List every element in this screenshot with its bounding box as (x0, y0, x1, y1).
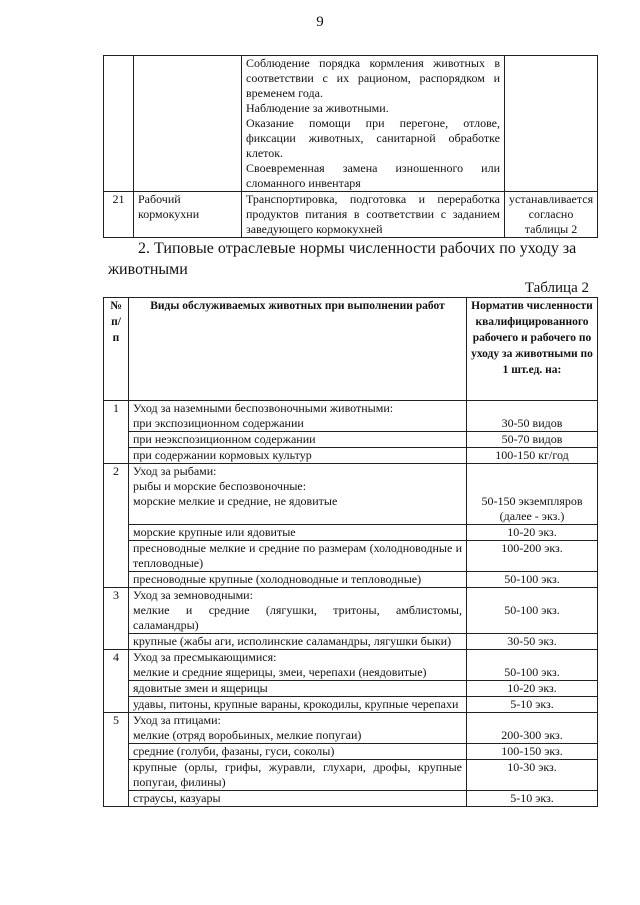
cell-position: Рабочий кормокухни (134, 192, 242, 238)
row-value: 10-20 экз. (467, 681, 598, 697)
row-value: 200-300 экз. (467, 713, 598, 744)
duty-line: Соблюдение порядка кормления животных в соответствии с их рационом, распорядком и временем года. (246, 56, 500, 100)
row-value: 50-70 видов (467, 432, 598, 448)
row-label: мелкие и средние (лягушки, тритоны, амблистомы, саламандры) (133, 603, 462, 632)
header-norm: Норматив численности квалифицированного рабочего и рабочего по уходу за животными по 1 шт.ед. на: (467, 298, 598, 401)
staff-duties-table-continuation (103, 55, 598, 238)
group-title: Уход за пресмыкающимися: (133, 650, 277, 664)
table-row (104, 448, 598, 464)
row-value: 50-100 экз. (467, 572, 598, 588)
table-row (104, 401, 598, 432)
table-row (104, 744, 598, 760)
row-value: 50-100 экз. (467, 588, 598, 634)
table-row (104, 572, 598, 588)
row-label: морские крупные или ядовитые (129, 525, 467, 541)
duty-line: Наблюдение за животными. (246, 101, 389, 115)
row-label: ядовитые змеи и ящерицы (129, 681, 467, 697)
group-num: 4 (104, 650, 129, 713)
row-text (129, 401, 467, 432)
cell-duties: Транспортировка, подготовка и переработка продуктов питания в соответствии с заданием заведующего кормокухней (242, 192, 505, 238)
cell-num: 21 (104, 192, 134, 238)
row-label: средние (голуби, фазаны, гуси, соколы) (129, 744, 467, 760)
row-value: 30-50 экз. (467, 634, 598, 650)
row-label: при экспозиционном содержании (133, 416, 304, 430)
row-text (129, 713, 467, 744)
row-label: пресноводные крупные (холодноводные и тепловодные) (129, 572, 467, 588)
table-row (104, 432, 598, 448)
table-row (104, 634, 598, 650)
group-title: Уход за рыбами: (133, 464, 217, 478)
group-num: 5 (104, 713, 129, 807)
table-header-row (104, 298, 598, 401)
cell-duties (242, 56, 505, 192)
cell-position (134, 56, 242, 192)
row-label: удавы, питоны, крупные вараны, крокодилы, крупные черепахи (129, 697, 467, 713)
table-row (104, 760, 598, 791)
row-value: 5-10 экз. (467, 791, 598, 807)
row-label: мелкие (отряд воробьиных, мелкие попугаи) (133, 728, 362, 742)
group-num: 1 (104, 401, 129, 464)
table-row (104, 541, 598, 572)
duty-line: Оказание помощи при перегоне, отлове, фиксации животных, санитарной обработке клеток. (246, 116, 500, 160)
table-row (104, 681, 598, 697)
row-value: 100-200 экз. (467, 541, 598, 572)
row-value: 10-20 экз. (467, 525, 598, 541)
cell-norm: устанавливается согласно таблицы 2 (505, 192, 598, 238)
staffing-norms-table (103, 297, 598, 807)
row-value: 5-10 экз. (467, 697, 598, 713)
row-label: крупные (жабы аги, исполинские саламандры, лягушки быки) (129, 634, 467, 650)
row-label: при содержании кормовых культур (129, 448, 467, 464)
row-label: пресноводные мелкие и средние по размерам (холодноводные и тепловодные) (129, 541, 467, 572)
section-heading-line: 2. Типовые отраслевые нормы численности рабочих по уходу за (138, 240, 577, 257)
row-value: 50-150 экземпляров (далее - экз.) (467, 464, 598, 525)
page-number: 9 (316, 14, 324, 30)
group-subtitle: рыбы и морские беспозвоночные: (133, 479, 307, 493)
row-text (129, 588, 467, 634)
table-row (104, 192, 598, 238)
row-value: 50-100 экз. (467, 650, 598, 681)
group-title: Уход за птицами: (133, 713, 221, 727)
row-value: 100-150 кг/год (467, 448, 598, 464)
table-row (104, 791, 598, 807)
row-text (129, 650, 467, 681)
header-num: № п/п (104, 298, 129, 401)
row-label: морские мелкие и средние, не ядовитые (133, 494, 338, 508)
table-row (104, 525, 598, 541)
row-value: 30-50 видов (467, 401, 598, 432)
duty-line: Своевременная замена изношенного или сломанного инвентаря (246, 161, 500, 190)
table-row (104, 713, 598, 744)
cell-num (104, 56, 134, 192)
row-label: крупные (орлы, грифы, журавли, глухари, дрофы, крупные попугаи, филины) (129, 760, 467, 791)
table-row (104, 650, 598, 681)
group-num: 2 (104, 464, 129, 588)
group-title: Уход за земноводными: (133, 588, 253, 602)
row-label: мелкие и средние ящерицы, змеи, черепахи (неядовитые) (133, 665, 427, 679)
row-value: 10-30 экз. (467, 760, 598, 791)
row-label: страусы, казуары (129, 791, 467, 807)
row-text (129, 464, 467, 525)
table-row (104, 588, 598, 634)
cell-norm (505, 56, 598, 192)
section-heading (108, 238, 598, 280)
table-row (104, 464, 598, 525)
group-num: 3 (104, 588, 129, 650)
table-row (104, 56, 598, 192)
header-work: Виды обслуживаемых животных при выполнении работ (129, 298, 467, 401)
section-heading-line: животными (108, 261, 188, 278)
table-caption: Таблица 2 (524, 280, 589, 296)
row-value: 100-150 экз. (467, 744, 598, 760)
table-row (104, 697, 598, 713)
group-title: Уход за наземными беспозвоночными животными: (133, 401, 394, 415)
row-label: при неэкспозиционном содержании (129, 432, 467, 448)
